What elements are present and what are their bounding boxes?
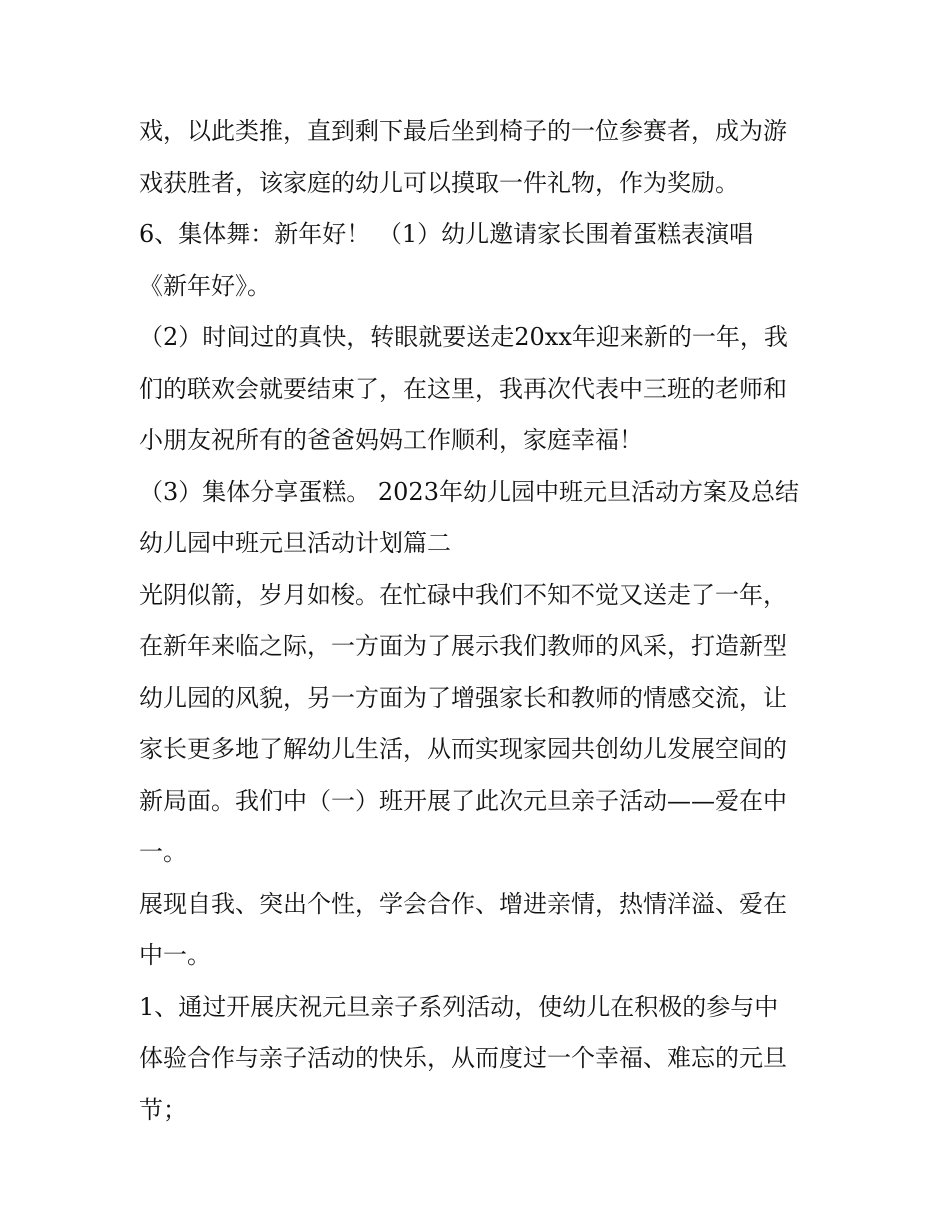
text-line: 节； [139,1095,187,1124]
text-line: 展现自我、突出个性，学会合作、增进亲情，热情洋溢、爱在 [139,889,787,918]
text-line: 戏，以此类推，直到剩下最后坐到椅子的一位参赛者，成为游 [139,117,787,145]
text-line: 6、集体舞：新年好！ （1）幼儿邀请家长围着蛋糕表演唱 [139,220,754,248]
text-line: 戏获胜者，该家庭的幼儿可以摸取一件礼物，作为奖励。 [139,168,739,197]
section-heading: 幼儿园中班元旦活动计划篇二 [139,529,451,557]
document-body [139,106,819,1136]
text-line: 1、通过开展庆祝元旦亲子系列活动，使幼儿在积极的参与中 [139,992,779,1021]
text-line: 家长更多地了解幼儿生活，从而实现家园共创幼儿发展空间的 [139,735,787,763]
text-line: 幼儿园的风貌，另一方面为了增强家长和教师的情感交流，让 [139,683,787,712]
text-line: 《新年好》。 [139,271,271,300]
text-line: （3）集体分享蛋糕。 2023年幼儿园中班元旦活动方案及总结 [139,477,799,506]
text-line: 体验合作与亲子活动的快乐，从而度过一个幸福、难忘的元旦 [139,1044,787,1072]
text-line: 小朋友祝所有的爸爸妈妈工作顺利，家庭幸福！ [139,426,643,454]
text-line: 中一。 [139,941,211,969]
text-line: 们的联欢会就要结束了，在这里，我再次代表中三班的老师和 [139,374,787,403]
text-line: 在新年来临之际，一方面为了展示我们教师的风采，打造新型 [139,632,787,660]
text-line: 一。 [139,838,187,866]
text-line: 新局面。我们中（一）班开展了此次元旦亲子活动——爱在中 [139,786,787,815]
text-line: （2）时间过的真快，转眼就要送走20xx年迎来新的一年，我 [139,323,788,351]
text-line: 光阴似箭，岁月如梭。在忙碌中我们不知不觉又送走了一年， [139,580,787,609]
